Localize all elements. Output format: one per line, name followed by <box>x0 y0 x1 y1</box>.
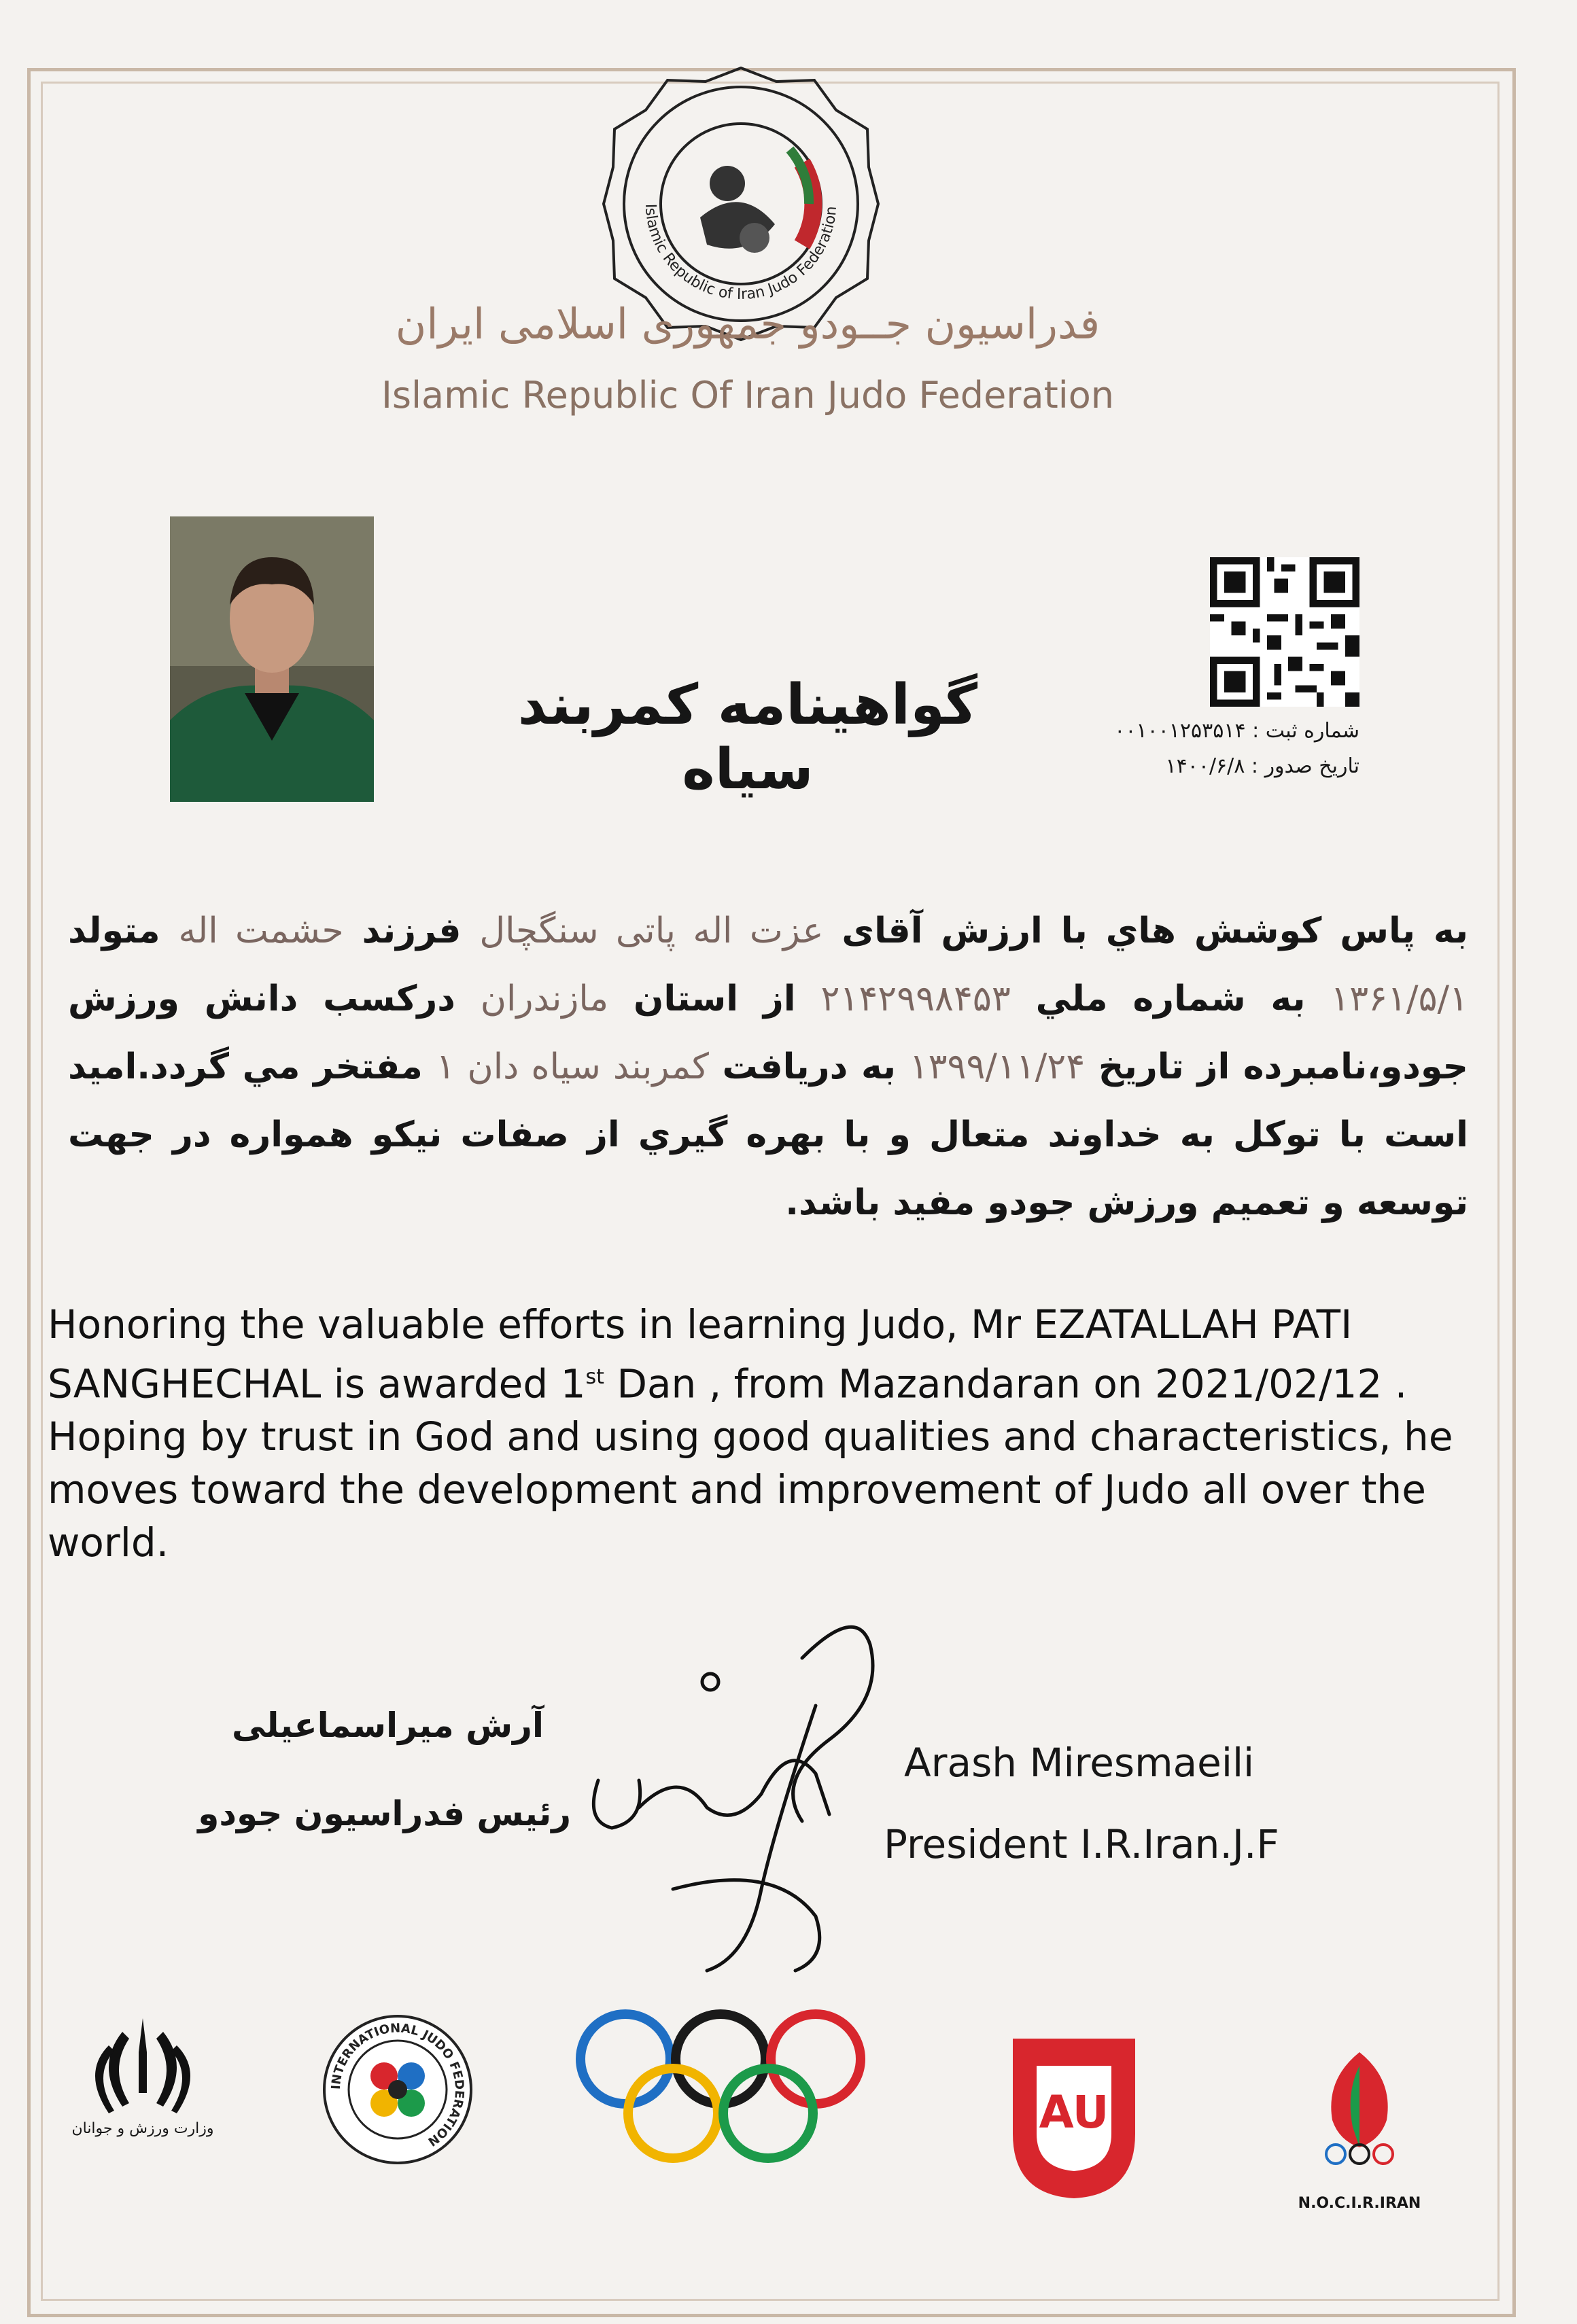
fa-award-date: ۱۳۹۹/۱۱/۲۴ <box>909 1046 1086 1087</box>
fa-text-part: درکسب دانش ورزش جودو،نامبرده از تاریخ <box>68 979 1468 1087</box>
fa-province: مازندران <box>480 979 609 1019</box>
olympic-rings-icon <box>571 2005 870 2175</box>
svg-text:Islamic Republic of Iran Judo: Islamic Republic of Iran Judo Federation <box>641 203 841 304</box>
fa-text-part: فرزند <box>362 911 462 951</box>
fa-text-part: به دریافت <box>722 1046 897 1087</box>
en-holder-name: EZATALLAH PATI SANGHECHAL <box>48 1301 1353 1407</box>
fa-holder-name: عزت اله پاتی سنگچال <box>479 911 824 951</box>
fa-text-part: به شماره ملي <box>1035 979 1306 1019</box>
en-province: Mazandaran <box>838 1360 1081 1407</box>
iran-emblem-icon <box>82 2011 204 2120</box>
fa-text-part: مفتخر مي گردد.امید است با توکل به خداوند متعال و با بهره گیري از صفات نیکو همواره در جهت توسعه و تعمیم ورزش جودو مفید باشد. <box>68 1046 1468 1223</box>
fa-father-name: حشمت اله <box>178 911 344 951</box>
signature-icon <box>571 1604 952 1984</box>
en-dan-number: 1 <box>560 1360 586 1407</box>
signatory-name-fa: آرش میراسماعیلی <box>232 1706 544 1745</box>
en-text-part: is awarded <box>333 1360 549 1407</box>
fa-text-part: به پاس کوشش هاي با ارزش آقای <box>842 911 1468 951</box>
certificate-title: گواهینامه کمربند سیاه <box>517 673 978 802</box>
registration-info <box>1020 714 1359 784</box>
fa-text-part: از استان <box>633 979 796 1019</box>
holder-photo <box>170 516 374 802</box>
signatory-title-en: President I.R.Iran.J.F <box>884 1821 1279 1867</box>
en-text-part: , from <box>708 1360 826 1407</box>
signatory-name-en: Arash Miresmaeili <box>904 1740 1255 1786</box>
federation-name-fa: فدراسیون جــودو جمهوری اسلامی ایران <box>395 299 1101 349</box>
en-dan-suffix: st <box>585 1365 604 1389</box>
en-text-part: on <box>1093 1360 1143 1407</box>
registration-number: شماره ثبت : ۰۰۱۰۰۱۲۵۳۵۱۴ <box>1114 719 1359 743</box>
university-letters: AU <box>1039 2086 1109 2138</box>
en-award-date: 2021/02/12 <box>1155 1360 1383 1407</box>
english-body-text <box>48 1298 1461 1569</box>
issue-date: تاریخ صدور : ۱۴۰۰/۶/۸ <box>1165 754 1359 778</box>
university-logo <box>1006 2032 1142 2202</box>
ijf-logo-icon <box>319 2011 476 2168</box>
fa-rank: کمربند سیاه دان ۱ <box>436 1046 709 1087</box>
noc-iran-logo-icon <box>1305 2045 1414 2181</box>
en-text-part: Honoring the valuable efforts in learning Judo, Mr <box>48 1301 1021 1348</box>
qr-code-icon <box>1210 557 1359 707</box>
fa-birth-date: ۱۳۶۱/۵/۱ <box>1330 979 1468 1019</box>
federation-name-en: Islamic Republic Of Iran Judo Federation <box>381 374 1115 417</box>
en-dan-word: Dan <box>617 1360 697 1407</box>
fa-national-id: ۲۱۴۲۹۹۸۴۵۳ <box>820 979 1011 1019</box>
persian-body-text <box>68 897 1468 1237</box>
svg-text:INTERNATIONAL JUDO FEDERATION: INTERNATIONAL JUDO FEDERATION <box>328 2021 467 2149</box>
fa-text-part: متولد <box>68 911 160 951</box>
signatory-title-fa: رئیس فدراسیون جودو <box>198 1794 571 1833</box>
ministry-caption: وزارت ورزش و جوانان <box>71 2120 214 2137</box>
en-text-part: . Hoping by trust in God and using good qualities and characteristics, he moves toward the development and improvement of Judo all over the world. <box>48 1360 1453 1566</box>
noc-caption: N.O.C.I.R.IRAN <box>1298 2195 1421 2212</box>
